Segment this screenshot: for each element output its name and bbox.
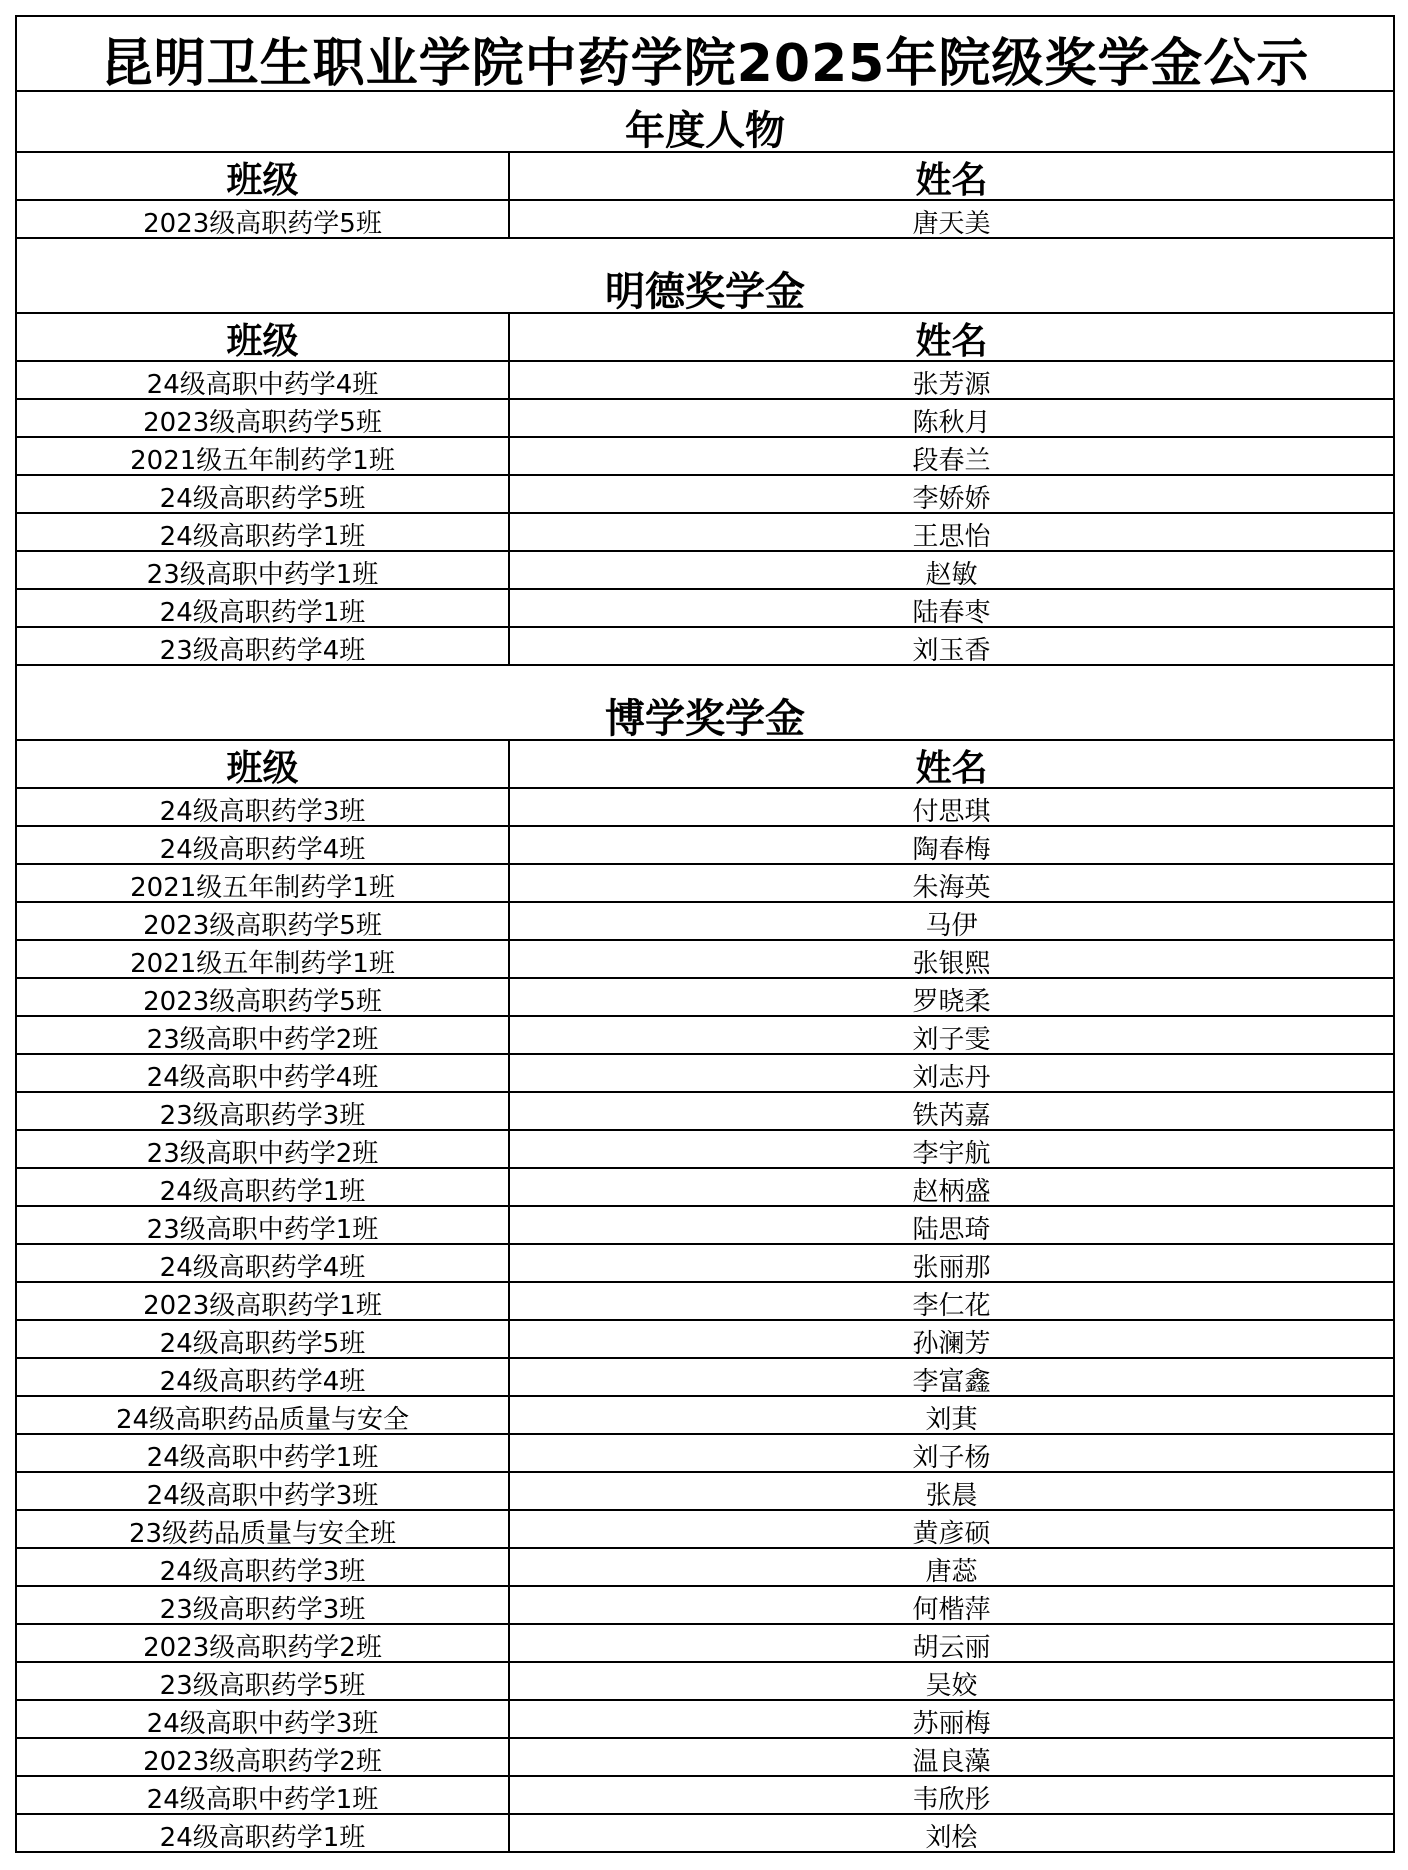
table-row [16, 200, 1394, 238]
name-cell: 付思琪 [509, 788, 1394, 826]
table-row [16, 1814, 1394, 1852]
class-cell: 23级高职药学3班 [16, 1092, 509, 1130]
name-cell: 刘玉香 [509, 627, 1394, 665]
name-cell: 朱海英 [509, 864, 1394, 902]
column-header-row [16, 152, 1394, 200]
table-row [16, 1700, 1394, 1738]
class-cell: 23级药品质量与安全班 [16, 1510, 509, 1548]
class-cell: 2023级高职药学5班 [16, 200, 509, 238]
class-cell: 23级高职药学3班 [16, 1586, 509, 1624]
class-cell: 24级高职中药学1班 [16, 1776, 509, 1814]
name-cell: 赵敏 [509, 551, 1394, 589]
table-row [16, 1472, 1394, 1510]
table-row [16, 361, 1394, 399]
class-cell: 24级高职中药学3班 [16, 1700, 509, 1738]
page-title: 昆明卫生职业学院中药学院2025年院级奖学金公示 [16, 16, 1394, 91]
name-cell: 刘萁 [509, 1396, 1394, 1434]
class-cell: 24级高职中药学4班 [16, 1054, 509, 1092]
class-cell: 24级高职药学1班 [16, 1814, 509, 1852]
table-row [16, 1776, 1394, 1814]
class-cell: 24级高职药学5班 [16, 1320, 509, 1358]
class-cell: 24级高职药学5班 [16, 475, 509, 513]
table-row [16, 1738, 1394, 1776]
name-cell: 铁芮嘉 [509, 1092, 1394, 1130]
class-cell: 24级高职中药学4班 [16, 361, 509, 399]
name-cell: 张芳源 [509, 361, 1394, 399]
table-row [16, 788, 1394, 826]
table-row [16, 1510, 1394, 1548]
section-heading-row [16, 665, 1394, 740]
class-cell: 2023级高职药学2班 [16, 1738, 509, 1776]
class-cell: 24级高职中药学1班 [16, 1434, 509, 1472]
class-cell: 2023级高职药学5班 [16, 399, 509, 437]
class-cell: 2023级高职药学5班 [16, 978, 509, 1016]
class-cell: 2023级高职药学2班 [16, 1624, 509, 1662]
class-column-header: 班级 [16, 740, 509, 788]
name-column-header: 姓名 [509, 740, 1394, 788]
column-header-row [16, 313, 1394, 361]
title-row [16, 16, 1394, 91]
class-cell: 2021级五年制药学1班 [16, 864, 509, 902]
name-cell: 李宇航 [509, 1130, 1394, 1168]
class-cell: 24级高职药学4班 [16, 1244, 509, 1282]
class-cell: 24级高职中药学3班 [16, 1472, 509, 1510]
name-cell: 陆思琦 [509, 1206, 1394, 1244]
name-cell: 赵柄盛 [509, 1168, 1394, 1206]
class-cell: 24级高职药学3班 [16, 1548, 509, 1586]
name-cell: 孙澜芳 [509, 1320, 1394, 1358]
name-cell: 刘子杨 [509, 1434, 1394, 1472]
table-row [16, 826, 1394, 864]
name-cell: 张丽那 [509, 1244, 1394, 1282]
name-cell: 唐天美 [509, 200, 1394, 238]
table-row [16, 627, 1394, 665]
table-row [16, 1130, 1394, 1168]
table-row [16, 1244, 1394, 1282]
name-cell: 黄彦硕 [509, 1510, 1394, 1548]
table-row [16, 1662, 1394, 1700]
class-cell: 24级高职药学3班 [16, 788, 509, 826]
class-column-header: 班级 [16, 313, 509, 361]
class-cell: 23级高职药学5班 [16, 1662, 509, 1700]
name-cell: 李娇娇 [509, 475, 1394, 513]
class-cell: 24级高职药学1班 [16, 1168, 509, 1206]
table-row [16, 513, 1394, 551]
name-cell: 李仁花 [509, 1282, 1394, 1320]
name-cell: 何楷萍 [509, 1586, 1394, 1624]
name-column-header: 姓名 [509, 152, 1394, 200]
name-cell: 陈秋月 [509, 399, 1394, 437]
name-cell: 刘桧 [509, 1814, 1394, 1852]
class-cell: 2021级五年制药学1班 [16, 940, 509, 978]
name-cell: 苏丽梅 [509, 1700, 1394, 1738]
class-cell: 23级高职中药学1班 [16, 551, 509, 589]
name-cell: 刘子雯 [509, 1016, 1394, 1054]
column-header-row [16, 740, 1394, 788]
class-cell: 2021级五年制药学1班 [16, 437, 509, 475]
table-row [16, 1548, 1394, 1586]
table-row [16, 940, 1394, 978]
table-row [16, 589, 1394, 627]
table-row [16, 1206, 1394, 1244]
table-row [16, 1168, 1394, 1206]
table-row [16, 1624, 1394, 1662]
table-row [16, 437, 1394, 475]
table-row [16, 1320, 1394, 1358]
name-cell: 李富鑫 [509, 1358, 1394, 1396]
name-cell: 唐蕊 [509, 1548, 1394, 1586]
class-cell: 24级高职药学4班 [16, 826, 509, 864]
table-row [16, 902, 1394, 940]
section-heading: 博学奖学金 [16, 665, 1394, 740]
table-row [16, 1016, 1394, 1054]
table-row [16, 475, 1394, 513]
class-cell: 23级高职药学4班 [16, 627, 509, 665]
name-cell: 张银熙 [509, 940, 1394, 978]
name-cell: 韦欣彤 [509, 1776, 1394, 1814]
class-cell: 24级高职药品质量与安全 [16, 1396, 509, 1434]
section-heading-row [16, 91, 1394, 152]
class-cell: 2023级高职药学5班 [16, 902, 509, 940]
name-cell: 陆春枣 [509, 589, 1394, 627]
class-cell: 23级高职中药学2班 [16, 1130, 509, 1168]
table-row [16, 1396, 1394, 1434]
table-row [16, 551, 1394, 589]
table-row [16, 978, 1394, 1016]
table-row [16, 1434, 1394, 1472]
name-cell: 段春兰 [509, 437, 1394, 475]
table-row [16, 1586, 1394, 1624]
name-cell: 温良藻 [509, 1738, 1394, 1776]
section-heading: 明德奖学金 [16, 238, 1394, 313]
table-row [16, 1054, 1394, 1092]
table-row [16, 864, 1394, 902]
table-row [16, 1282, 1394, 1320]
table-row [16, 1358, 1394, 1396]
class-cell: 24级高职药学4班 [16, 1358, 509, 1396]
section-heading: 年度人物 [16, 91, 1394, 152]
section-heading-row [16, 238, 1394, 313]
class-cell: 2023级高职药学1班 [16, 1282, 509, 1320]
table-row [16, 399, 1394, 437]
class-cell: 24级高职药学1班 [16, 589, 509, 627]
name-column-header: 姓名 [509, 313, 1394, 361]
class-cell: 23级高职中药学1班 [16, 1206, 509, 1244]
name-cell: 吴姣 [509, 1662, 1394, 1700]
name-cell: 王思怡 [509, 513, 1394, 551]
name-cell: 罗晓柔 [509, 978, 1394, 1016]
name-cell: 胡云丽 [509, 1624, 1394, 1662]
scholarship-announcement-table [15, 15, 1395, 1853]
class-cell: 23级高职中药学2班 [16, 1016, 509, 1054]
class-cell: 24级高职药学1班 [16, 513, 509, 551]
name-cell: 马伊 [509, 902, 1394, 940]
name-cell: 陶春梅 [509, 826, 1394, 864]
class-column-header: 班级 [16, 152, 509, 200]
name-cell: 刘志丹 [509, 1054, 1394, 1092]
table-row [16, 1092, 1394, 1130]
name-cell: 张晨 [509, 1472, 1394, 1510]
